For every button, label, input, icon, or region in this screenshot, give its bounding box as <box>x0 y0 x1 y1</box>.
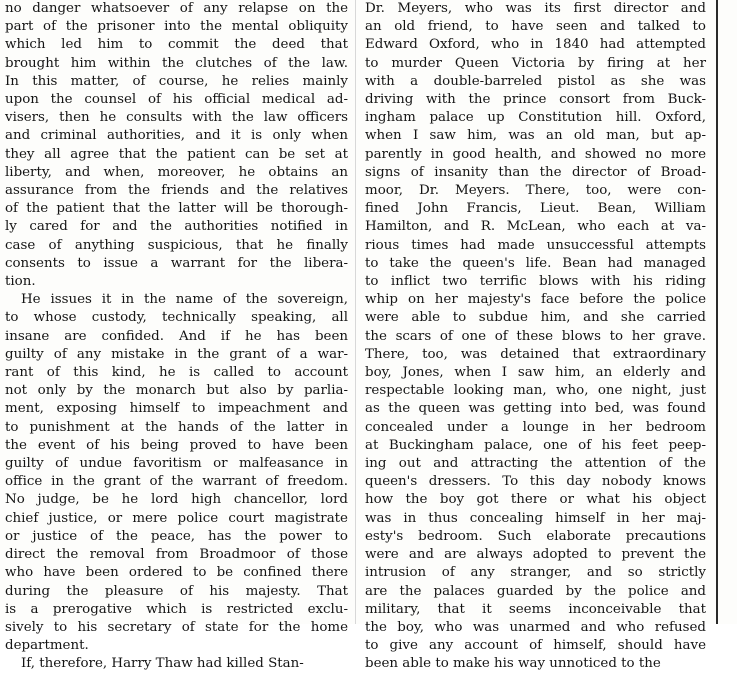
text-line: rious times had made unsuccessful attempts <box>365 237 706 253</box>
text-line: sively to his secretary of state for the home <box>5 619 348 635</box>
text-line: they all agree that the patient can be set at <box>5 146 348 162</box>
text-line: to take the queen's life. Bean had managed <box>365 255 706 271</box>
text-line: ing out and attracting the attention of the <box>365 456 706 472</box>
text-line: at Buckingham palace, one of his feet peep- <box>365 437 706 453</box>
text-line: insane are confided. And if he has been <box>5 328 348 344</box>
text-line: guilty of undue favoritism or malfeasance in <box>5 456 348 472</box>
text-line: fined John Francis, Lieut. Bean, William <box>365 201 706 217</box>
text-line: chief justice, or mere police court magistrate <box>5 510 348 526</box>
text-line: how the boy got there or what his object <box>365 492 706 508</box>
text-line: part of the prisoner into the mental obliquity <box>5 19 348 35</box>
text-line: Dr. Meyers, who was its first director and <box>365 1 706 16</box>
text-line: esty's bedroom. Such elaborate precautions <box>365 528 706 544</box>
text-line: whip on her majesty's face before the police <box>365 292 706 308</box>
text-line: parently in good health, and showed no more <box>365 146 706 162</box>
column-gutter <box>355 0 356 624</box>
text-line: of the patient that the latter will be thorough- <box>5 201 348 217</box>
text-line: during the pleasure of his majesty. That <box>5 583 348 599</box>
text-line: as the queen was getting into bed, was found <box>365 401 706 417</box>
text-line: were able to subdue him, and she carried <box>365 310 706 326</box>
text-line: If, therefore, Harry Thaw had killed Stan- <box>21 656 304 672</box>
text-line: the boy, who was unarmed and who refused <box>365 619 706 635</box>
text-line: rant of this kind, he is called to account <box>5 365 348 381</box>
text-line: which led him to commit the deed that <box>5 37 348 53</box>
text-line: consents to issue a warrant for the libera- <box>5 255 348 271</box>
text-line: respectable looking man, who, one night, just <box>365 383 706 399</box>
text-line: upon the counsel of his official medical ad- <box>5 92 348 108</box>
text-line: office in the grant of the warrant of freedom. <box>5 474 348 490</box>
column-rule <box>716 0 718 624</box>
text-line: are the palaces guarded by the police and <box>365 583 706 599</box>
text-line: There, too, was detained that extraordinary <box>365 346 706 362</box>
text-line: In this matter, of course, he relies mainly <box>5 73 348 89</box>
text-line: were and are always adopted to prevent the <box>365 547 706 563</box>
left-text-column <box>5 0 348 672</box>
text-line: is a prerogative which is restricted exclu- <box>5 601 348 617</box>
text-line: intrusion of any stranger, and so strictly <box>365 565 706 581</box>
text-line: No judge, be he lord high chancellor, lord <box>5 492 348 508</box>
text-line: ly cared for and the authorities notified in <box>5 219 348 235</box>
text-line: not only by the monarch but also by parlia- <box>5 383 348 399</box>
text-line: and criminal authorities, and it is only when <box>5 128 348 144</box>
text-line: brought him within the clutches of the law. <box>5 55 348 71</box>
right-text-column <box>365 0 706 672</box>
text-line: liberty, and when, moreover, he obtains an <box>5 164 348 180</box>
text-line: case of anything suspicious, that he finally <box>5 237 348 253</box>
text-line: ment, exposing himself to impeachment and <box>5 401 348 417</box>
text-line: no danger whatsoever of any relapse on the <box>5 1 348 16</box>
text-line: concealed under a lounge in her bedroom <box>365 419 706 435</box>
text-line: military, that it seems inconceivable that <box>365 601 706 617</box>
text-line: department. <box>5 638 89 654</box>
text-line: moor, Dr. Meyers. There, too, were con- <box>365 183 706 199</box>
text-line: an old friend, to have seen and talked to <box>365 19 706 35</box>
text-line: who have been ordered to be confined there <box>5 565 348 581</box>
text-line: driving with the prince consort from Buck- <box>365 92 706 108</box>
text-line: Edward Oxford, who in 1840 had attempted <box>365 37 706 53</box>
text-line: the scars of one of these blows to her grave. <box>365 328 706 344</box>
text-line: to inflict two terrific blows with his riding <box>365 274 706 290</box>
text-line: signs of insanity than the director of Broad- <box>365 164 706 180</box>
text-line: with a double-barreled pistol as she was <box>365 73 706 89</box>
text-line: visers, then he consults with the law officers <box>5 110 348 126</box>
text-line: queen's dressers. To this day nobody knows <box>365 474 706 490</box>
text-line: to murder Queen Victoria by firing at her <box>365 55 706 71</box>
text-line: assurance from the friends and the relatives <box>5 183 348 199</box>
text-line: when I saw him, was an old man, but ap- <box>365 128 706 144</box>
text-line: tion. <box>5 274 36 290</box>
text-line: was in thus concealing himself in her maj- <box>365 510 706 526</box>
text-line: ingham palace up Constitution hill. Oxford, <box>365 110 706 126</box>
text-line: Hamilton, and R. McLean, who each at va- <box>365 219 706 235</box>
text-line: He issues it in the name of the sovereign, <box>21 292 348 308</box>
text-line: the event of his being proved to have been <box>5 437 348 453</box>
text-line: been able to make his way unnoticed to the <box>365 656 661 672</box>
text-line: to punishment at the hands of the latter in <box>5 419 348 435</box>
text-line: direct the removal from Broadmoor of those <box>5 547 348 563</box>
text-line: boy, Jones, when I saw him, an elderly and <box>365 365 706 381</box>
text-line: to give any account of himself, should have <box>365 638 706 654</box>
text-line: to whose custody, technically speaking, all <box>5 310 348 326</box>
text-line: or justice of the peace, has the power to <box>5 528 348 544</box>
text-line: guilty of any mistake in the grant of a war- <box>5 346 348 362</box>
